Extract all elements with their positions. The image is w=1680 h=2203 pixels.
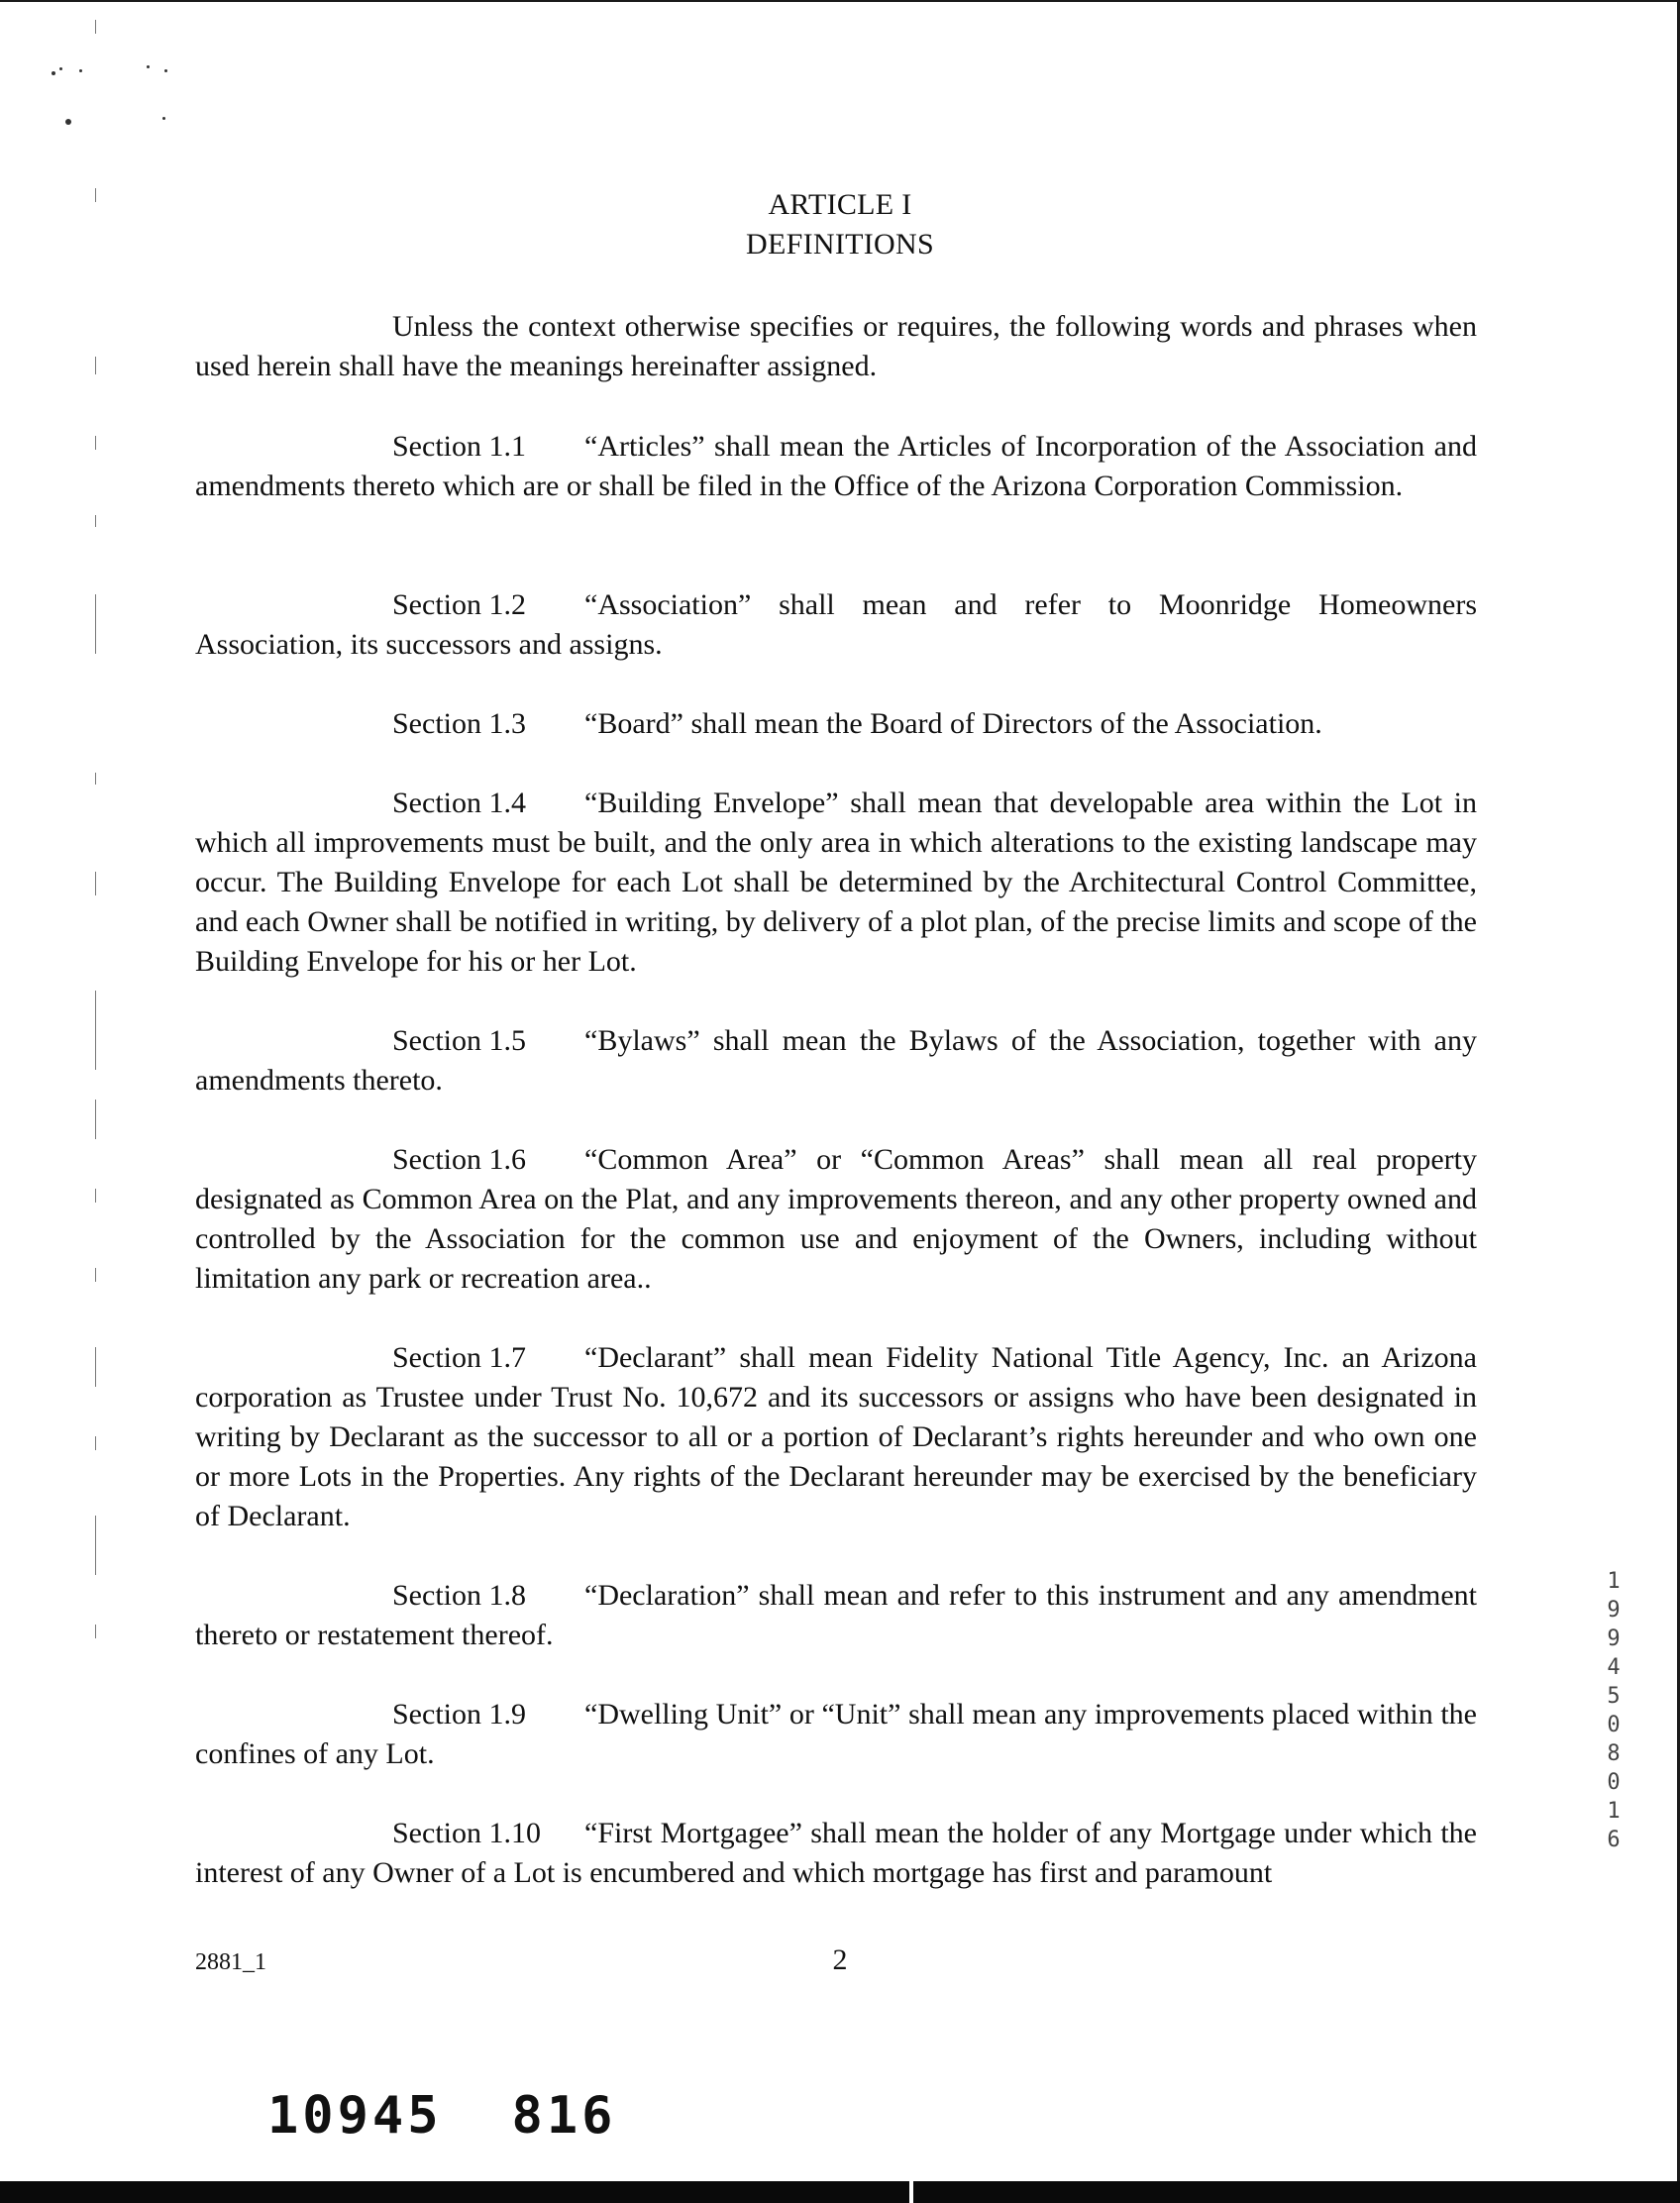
side-stamp: 19945 08016 bbox=[1607, 1569, 1621, 1852]
section-1-7 bbox=[195, 1338, 1477, 1536]
scan-speck bbox=[59, 67, 62, 70]
section-1-5 bbox=[195, 1021, 1477, 1101]
section-text: “Declaration” shall mean and refer to this instrument and any amendment thereto or restatement thereof. bbox=[195, 1579, 1477, 1651]
scan-speck bbox=[147, 65, 150, 68]
section-1-4 bbox=[195, 784, 1477, 982]
section-text: “First Mortgagee” shall mean the holder of any Mortgage under which the interest of any Owner of a Lot is encumbered and which mortgage has first and paramount bbox=[195, 1817, 1477, 1889]
scan-speck bbox=[164, 69, 167, 72]
article-title: DEFINITIONS bbox=[746, 228, 934, 261]
section-1-2 bbox=[195, 585, 1477, 665]
article-number: ARTICLE I bbox=[768, 188, 912, 221]
section-label: Section 1.8 bbox=[392, 1579, 526, 1612]
recording-page: 816 bbox=[511, 2086, 617, 2146]
section-label: Section 1.4 bbox=[392, 787, 526, 819]
section-1-6 bbox=[195, 1140, 1477, 1299]
intro-text: Unless the context otherwise specifies or requires, the following words and phrases when used herein shall have the meanings hereinafter assigned. bbox=[195, 310, 1477, 382]
document-code: 2881_1 bbox=[195, 1949, 266, 1975]
section-1-1 bbox=[195, 427, 1477, 506]
section-1-9 bbox=[195, 1695, 1477, 1774]
section-1-10 bbox=[195, 1814, 1477, 1893]
section-text: “Association” shall mean and refer to Moonridge Homeowners Association, its successors and assigns. bbox=[195, 588, 1477, 661]
section-label: Section 1.7 bbox=[392, 1341, 526, 1374]
scan-edge-top bbox=[0, 0, 1680, 2]
scan-notch bbox=[909, 2177, 913, 2203]
section-1-3 bbox=[195, 704, 1477, 744]
section-label: Section 1.9 bbox=[392, 1698, 526, 1731]
section-text: “Board” shall mean the Board of Directors of the Association. bbox=[584, 707, 1322, 740]
scan-speck bbox=[79, 69, 82, 72]
section-text: “Common Area” or “Common Areas” shall mean all real property designated as Common Area on the Plat, and any improvements thereon, and any other property owned and controlled by the Association for the common use and enjoyment of the Owners, including without limitation any park or recreation area.. bbox=[195, 1143, 1477, 1295]
page-number: 2 bbox=[832, 1943, 848, 1976]
section-label: Section 1.2 bbox=[392, 588, 526, 621]
section-label: Section 1.10 bbox=[392, 1817, 541, 1849]
section-text: “Bylaws” shall mean the Bylaws of the Association, together with any amendments thereto. bbox=[195, 1024, 1477, 1097]
section-label: Section 1.5 bbox=[392, 1024, 526, 1057]
section-text: “Declarant” shall mean Fidelity National Title Agency, Inc. an Arizona corporation as Trustee under Trust No. 10,672 and its successors or assigns who have been designated in writing by Declarant as the successor to all or a portion of Declarant’s rights hereunder and who own one or more Lots in the Properties. Any rights of the Declarant hereunder may be exercised by the beneficiary of Declarant. bbox=[195, 1341, 1477, 1532]
scan-speck bbox=[65, 119, 71, 125]
section-label: Section 1.1 bbox=[392, 430, 526, 463]
intro-paragraph bbox=[195, 307, 1477, 386]
section-text: “Building Envelope” shall mean that developable area within the Lot in which all improvements must be built, and the only area in which alterations to the existing landscape may occur. The Building Envelope for each Lot shall be determined by the Architectural Control Committee, and each Owner shall be notified in writing, by delivery of a plot plan, of the precise limits and scope of the Building Envelope for his or her Lot. bbox=[195, 787, 1477, 978]
section-text: “Dwelling Unit” or “Unit” shall mean any improvements placed within the confines of any Lot. bbox=[195, 1698, 1477, 1770]
section-1-8 bbox=[195, 1576, 1477, 1655]
scan-edge-bottom bbox=[0, 2181, 1680, 2203]
section-text: “Articles” shall mean the Articles of Incorporation of the Association and amendments thereto which are or shall be filed in the Office of the Arizona Corporation Commission. bbox=[195, 430, 1477, 502]
recording-stamp bbox=[267, 2086, 616, 2146]
section-label: Section 1.6 bbox=[392, 1143, 526, 1176]
scan-speck bbox=[52, 71, 55, 75]
recording-book: 10945 bbox=[267, 2086, 443, 2146]
scan-speck bbox=[162, 117, 165, 120]
section-label: Section 1.3 bbox=[392, 707, 526, 740]
